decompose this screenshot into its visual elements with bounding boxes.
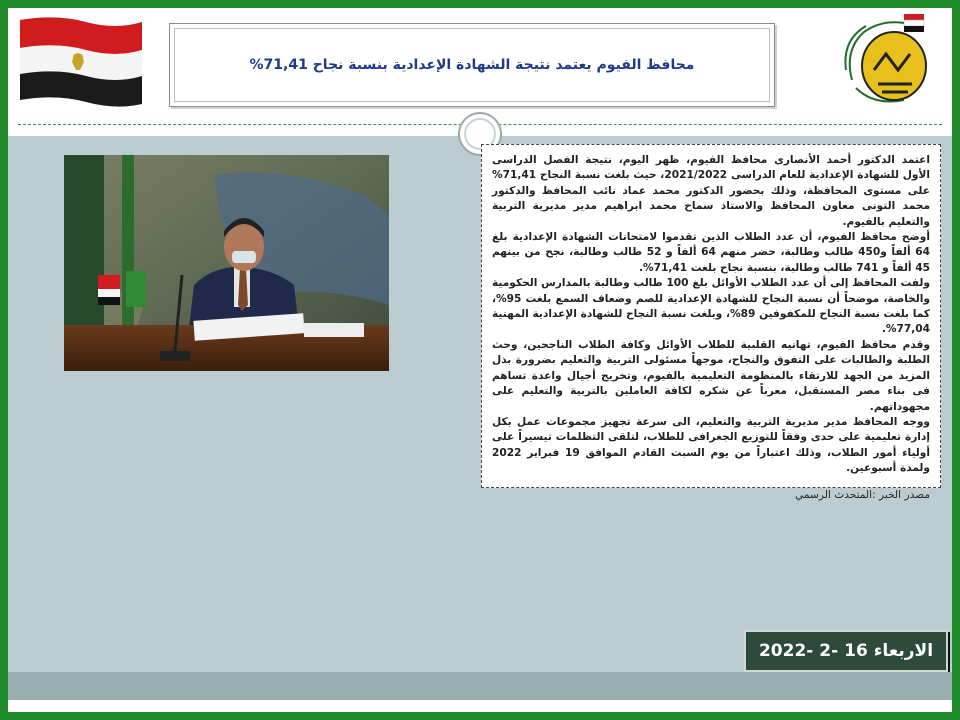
page-title: محافظ الفيوم يعتمد نتيجة الشهادة الإعدادية بنسبة نجاح 71,41% (249, 57, 695, 73)
article-paragraph: أوضح محافظ الفيوم، أن عدد الطلاب الذين تقدموا لامتحانات الشهادة الإعدادية بلغ 64 ألفاً و450 طالب وطالبة، حضر منهم 64 ألفاً و 52 طالب وطالبة، نجح من بينهم 45 ألفاً و 741 طالب وطالبة، بنسبة نجاح بلغت 71,41%. (492, 231, 930, 274)
fayoum-logo (834, 10, 946, 114)
title-box (169, 23, 775, 107)
news-source: مصدر الخبر :المتحدث الرسمي (795, 488, 930, 501)
date-badge (744, 630, 948, 672)
news-photo (64, 155, 389, 371)
article-box (481, 144, 941, 501)
egypt-flag (16, 12, 146, 108)
article-paragraph: اعتمد الدكتور أحمد الأنصارى محافظ الفيوم، ظهر اليوم، نتيجة الفصل الدراسى الأول للشهادة الإعدادية للعام الدراسى 2021/2022، حيث بلغت نسبة النجاح 71,41% على مستوى المحافظة، وذلك بحضور الدكتور محمد عماد نائب المحافظ والدكتور محمد التونى معاون المحافظ والاستاذ سماح محمد ابراهيم مدير مديرية التربية والتعليم بالفيوم. (492, 154, 930, 228)
article-paragraph: ولفت المحافظ إلى أن عدد الطلاب الأوائل بلغ 100 طالب وطالبة بالمدارس الحكومية والخاصة، موضحاً أن نسبة النجاح للشهادة الإعدادية للصم وضعاف السمع بلغت 95%، كما بلغت نسبة النجاح للمكفوفين 89%، وبلغت نسبة النجاح للشهادة الإعدادية المهنية 77,04%. (492, 277, 930, 336)
footer-bar (8, 672, 952, 700)
article-paragraph: وقدم محافظ الفيوم، تهانيه القلبية للطلاب الأوائل وكافة الطلاب الناجحين، وحث الطلبة والطالبات على التفوق والنجاح، موجهاً مسئولى التربية والتعليم بضرورة بذل المزيد من الجهد للارتقاء بالمنظومة التعليمية بالفيوم، وتخريج أجيال واعدة تساهم فى بناء مصر المستقبل، معرباً عن شكره لكافة العاملين بالتربية والتعليم على مجهوداتهم. (492, 338, 930, 413)
article-paragraph: ووجه المحافظ مدير مديرية التربية والتعليم، الى سرعة تجهيز مجموعات عمل بكل إدارة تعليمية على حدى وفقاً للتوزيع الجغرافى للطلاب، لتلقى التظلمات تيسيراً على أولياء أمور الطلاب، وذلك اعتباراً من يوم السبت القادم الموافق 19 فبراير 2022 ولمدة أسبوعين. (492, 415, 930, 475)
page-canvas (8, 8, 952, 712)
date-text: الاربعاء 16 -2 -2022 (758, 641, 934, 661)
bottom-strip (8, 700, 952, 712)
